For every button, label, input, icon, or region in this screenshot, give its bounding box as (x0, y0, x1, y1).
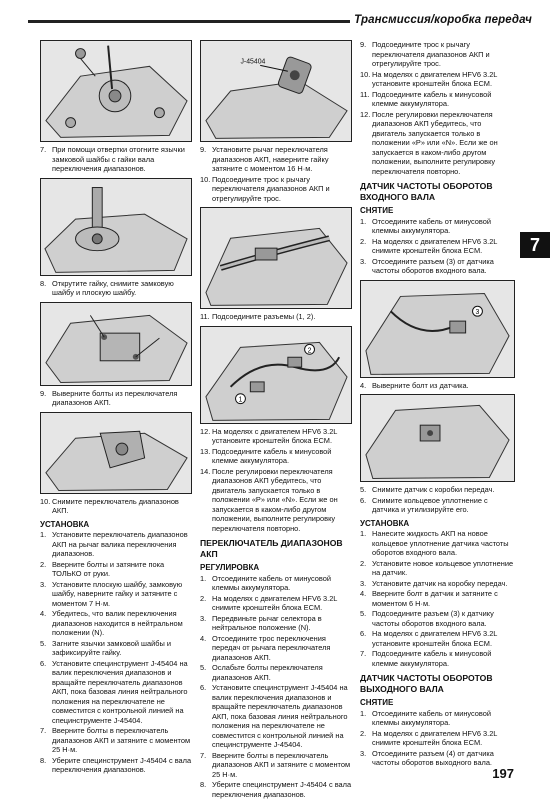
chapter-tab: 7 (520, 232, 550, 258)
removal-heading: СНЯТИЕ (360, 206, 394, 215)
list-item (360, 110, 515, 177)
step-number: 3. (40, 579, 47, 589)
step-text: Убедитесь, что валик переключения диапазонов находится в нейтральном положении (N). (52, 609, 183, 637)
figure-switch-bolts (40, 302, 192, 386)
adjust-heading: РЕГУЛИРОВКА (200, 563, 260, 572)
step-text: Установите специнструмент J-45404 на валик переключения диапазонов и вращайте переключатель диапазонов АКП, пока базовая линия нейтрального положения на переключателе не совместится с контрольной линией на специнструменте J-45404. (52, 658, 188, 725)
step-text: Вверните болт в датчик и затяните с моментом 6 Н·м. (372, 589, 498, 608)
list-item (360, 749, 515, 768)
figure-switch-removal (40, 412, 192, 494)
step-text: Уберите специнструмент J-45404 с вала переключения диапазонов. (52, 755, 192, 774)
list-item (200, 594, 352, 613)
list-item (40, 609, 192, 638)
list-item (360, 709, 515, 728)
step-number: 14. (200, 466, 211, 476)
step-text: Выверните болты из переключателя диапазонов АКП. (52, 388, 178, 407)
step-text: Подсоедините разъем (3) к датчику частоты оборотов входного вала. (372, 609, 494, 628)
step-number: 7. (40, 726, 47, 735)
install-heading: УСТАНОВКА (40, 519, 90, 529)
step-text: Установите переключатель диапазонов АКП на рычаг валика переключения диапазонов. (52, 530, 188, 558)
list-item (360, 629, 515, 648)
step-number: 11. (200, 312, 210, 321)
step-number: 7. (360, 649, 367, 658)
step-text: Установите плоскую шайбу, замковую шайбу, наверните гайку и затяните с моментом 7 Н·м. (52, 579, 183, 608)
list-item (200, 175, 352, 204)
list-item (200, 574, 352, 593)
step-number: 3. (360, 748, 367, 758)
step-number: 6. (360, 495, 367, 505)
figure-connectors (200, 326, 352, 424)
step-number: 7. (40, 145, 47, 154)
step-number: 10. (200, 174, 211, 184)
list-item (200, 427, 352, 446)
list-item (40, 756, 192, 775)
step-number: 3. (360, 256, 367, 266)
step-number: 10. (40, 496, 51, 506)
step-text: Выверните болт из датчика. (372, 380, 469, 390)
list-item (360, 217, 515, 236)
step-number: 8. (40, 755, 47, 765)
step-text: Ослабьте болты переключателя диапазонов АКП. (212, 663, 323, 682)
step-text: Передвиньте рычаг селектора в нейтральное положение (N). (212, 613, 322, 632)
step-text: На моделях с двигателем HFV6 3.2L установите кронштейн блока ECM. (372, 629, 498, 648)
step-text: Вверните болты в переключатель диапазонов АКП и затяните с моментом 25 Н·м. (212, 750, 351, 779)
column-3 (360, 40, 515, 769)
step-text: На моделях с двигателем HFV6 3.2L установите кронштейн блока ECM. (212, 426, 338, 445)
install-heading: УСТАНОВКА (360, 518, 410, 528)
figure-nut-removal (40, 178, 192, 276)
step-text: Вверните болты в переключатель диапазонов АКП и затяните с моментом 25 Н·м. (52, 726, 191, 754)
list-item (40, 659, 192, 726)
list-item (360, 589, 515, 608)
step-text: Подсоедините трос к рычагу переключателя диапазонов АКП и отрегулируйте трос. (212, 174, 330, 203)
svg-text:3: 3 (475, 308, 480, 316)
step-text: На моделях с двигателем HFV6 3.2L снимите кронштейн блока ECM. (372, 728, 498, 747)
step-number: 6. (200, 683, 207, 692)
step-number: 9. (360, 40, 367, 49)
list-item (200, 663, 352, 682)
step-text: Подсоедините трос к рычагу переключателя диапазонов АКП и отрегулируйте трос. (372, 40, 490, 68)
list-item (200, 634, 352, 663)
list-item (360, 529, 515, 558)
step-text: Загните язычки замковой шайбы и зафиксируйте гайку. (52, 638, 171, 657)
step-number: 5. (360, 609, 367, 618)
list-item (360, 609, 515, 628)
list-item (40, 580, 192, 609)
step-number: 6. (40, 658, 47, 668)
step-text: На моделях с двигателем HFV6 3.2L установите кронштейн блока ECM. (372, 69, 498, 88)
page-header (28, 12, 550, 34)
step-text: При помощи отвертки отогните язычки замковой шайбы с гайки вала переключения диапазонов. (52, 145, 185, 173)
list-item (40, 639, 192, 658)
step-text: Снимите переключатель диапазонов АКП. (52, 496, 179, 515)
step-text: Вверните болты и затяните пока ТОЛЬКО от руки. (52, 559, 165, 578)
step-number: 5. (200, 663, 207, 672)
step-text: Установите рычаг переключателя диапазонов АКП, наверните гайку затяните с моментом 16 Н·м. (212, 145, 329, 173)
list-item (200, 780, 352, 799)
step-text: Установите датчик на коробку передач. (372, 578, 508, 588)
list-item (360, 729, 515, 748)
step-number: 9. (40, 388, 47, 398)
step-number: 3. (200, 613, 207, 623)
list-item (200, 467, 352, 534)
step-number: 2. (200, 593, 207, 603)
step-number: 1. (360, 708, 367, 718)
step-number: 13. (200, 446, 211, 456)
step-text: Отсоедините кабель от минусовой клеммы аккумулятора. (372, 708, 491, 727)
step-text: Отсоедините трос переключения передач от рычага переключателя диапазонов АКП. (212, 633, 331, 662)
step-number: 1. (360, 216, 367, 226)
column-1 (40, 40, 192, 776)
step-number: 12. (200, 426, 211, 436)
list-item (360, 237, 515, 256)
list-item (360, 70, 515, 89)
step-number: 5. (40, 638, 47, 648)
step-number: 10. (360, 69, 371, 79)
step-text: Отсоедините кабель от минусовой клеммы аккумулятора. (212, 573, 331, 592)
list-item (360, 40, 515, 69)
figure-sensor-bolt (360, 394, 515, 482)
section-heading: ДАТЧИК ЧАСТОТЫ ОБОРОТОВ ВЫХОДНОГО ВАЛА (360, 673, 493, 694)
step-text: Снимите датчик с коробки передач. (372, 485, 495, 494)
list-item (200, 614, 352, 633)
svg-text:2: 2 (307, 346, 312, 354)
step-text: Подсоедините кабель к минусовой клемме аккумулятора. (372, 649, 492, 668)
step-text: Подсоедините разъемы (1, 2). (212, 312, 316, 321)
step-number: 11. (360, 89, 370, 99)
list-item (360, 559, 515, 578)
step-number: 4. (40, 609, 47, 618)
step-text: Отсоедините разъем (4) от датчика частоты оборотов выходного вала. (372, 748, 494, 767)
step-text: После регулировки переключателя диапазонов АКП убедитесь, что двигатель запускается только в положении «P» или «N». Если же он запускается в каком-либо другом положении, выполните регулировку переключателя повторно. (212, 466, 338, 533)
step-number: 1. (40, 530, 47, 539)
step-text: После регулировки переключателя диапазонов АКП убедитесь, что двигатель запускается только в положении «P» или «N». Если же он запускается в каком-либо другом положении, выполните регулировку переключателя повторно. (372, 109, 498, 176)
figure-cable (200, 207, 352, 309)
tool-callout: J-45404 (240, 58, 266, 66)
adjust-steps (200, 574, 352, 800)
step-text: Подсоедините кабель к минусовой клемме аккумулятора. (212, 446, 332, 465)
step-text: На моделях с двигателем HFV6 3.2L снимите кронштейн блока ECM. (212, 593, 338, 612)
install-steps (40, 530, 192, 775)
step-number: 8. (200, 780, 207, 789)
step-number: 4. (200, 633, 207, 643)
removal-heading: СНЯТИЕ (360, 698, 394, 707)
step-number: 4. (360, 380, 367, 390)
list-item (200, 751, 352, 780)
step-number: 8. (40, 278, 47, 288)
step-number: 2. (360, 236, 367, 246)
list-item (200, 683, 352, 750)
list-item (360, 649, 515, 668)
step-number: 1. (200, 573, 207, 583)
list-item (40, 726, 192, 755)
header-title: Трансмиссия/коробка передач (354, 14, 532, 26)
column-2 (200, 40, 352, 800)
list-item (360, 485, 515, 495)
step-number: 4. (360, 589, 367, 598)
list-item (360, 257, 515, 276)
step-text: Уберите специнструмент J-45404 с вала переключения диапазонов. (212, 780, 352, 799)
step-text: Открутите гайку, снимите замковую шайбу и плоскую шайбу. (52, 278, 174, 297)
list-item (40, 530, 192, 559)
step-number: 12. (360, 109, 371, 119)
section-heading: ДАТЧИК ЧАСТОТЫ ОБОРОТОВ ВХОДНОГО ВАЛА (360, 181, 493, 202)
step-number: 2. (40, 559, 47, 569)
step-number: 7. (200, 750, 207, 760)
step-number: 2. (360, 558, 367, 568)
step-text: Подсоедините кабель к минусовой клемме аккумулятора. (372, 89, 492, 108)
step-number: 6. (360, 629, 367, 638)
list-item (40, 560, 192, 579)
list-item (360, 579, 515, 589)
step-number: 1. (360, 529, 367, 538)
figure-special-tool (200, 40, 352, 142)
step-text: Отсоедините кабель от минусовой клеммы аккумулятора. (372, 216, 491, 235)
list-item (200, 447, 352, 466)
step-number: 2. (360, 728, 367, 738)
list-item (360, 496, 515, 515)
header-rule (28, 20, 350, 23)
step-number: 5. (360, 485, 367, 494)
step-text: Установите новое кольцевое уплотнение на датчик. (372, 558, 514, 577)
page-number: 197 (492, 766, 514, 781)
list-item (360, 90, 515, 109)
step-number: 9. (200, 145, 207, 154)
step-text: Снимите кольцевое уплотнение с датчика и утилизируйте его. (372, 495, 488, 514)
step-text: Нанесите жидкость АКП на новое кольцевое уплотнение датчика частоты оборотов входного вала. (372, 529, 509, 557)
figure-input-sensor (360, 280, 515, 378)
list-item (200, 145, 352, 174)
step-text: На моделях с двигателем HFV6 3.2L снимите кронштейн блока ECM. (372, 236, 498, 255)
figure-lock-washer (40, 40, 192, 142)
step-number: 3. (360, 578, 367, 588)
section-heading: ПЕРЕКЛЮЧАТЕЛЬ ДИАПАЗОНОВ АКП (200, 538, 343, 559)
step-text: Установите специнструмент J-45404 на валик переключения диапазонов и вращайте переключатель диапазонов АКП, пока базовая линия нейтрального положения на переключателе не совместится с контрольной линией на специнструменте J-45404. (212, 683, 348, 749)
step-text: Отсоедините разъем (3) от датчика частоты оборотов входного вала. (372, 256, 494, 275)
svg-text:1: 1 (238, 396, 243, 404)
